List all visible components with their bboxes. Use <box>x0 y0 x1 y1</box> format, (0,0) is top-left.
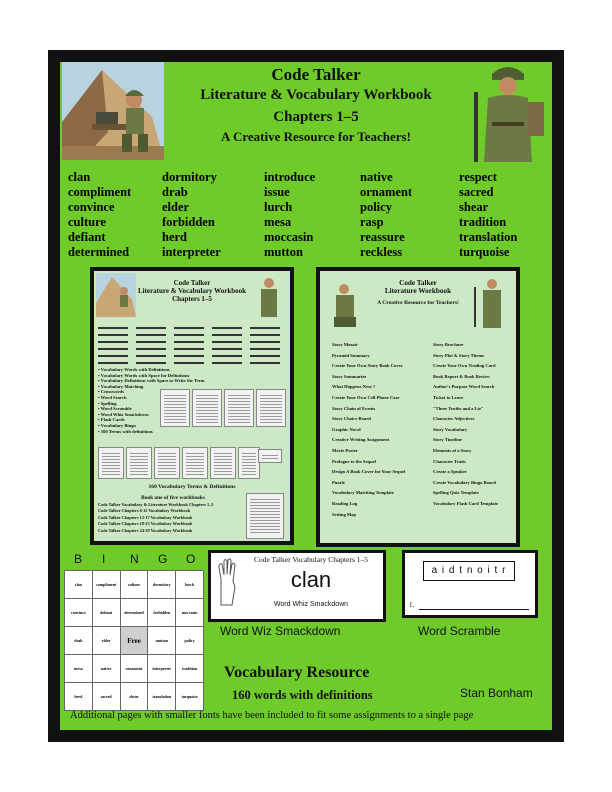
vocab-word: respect <box>459 170 497 184</box>
preview-feature: • Flash Cards <box>98 417 125 423</box>
bingo-row <box>65 571 204 599</box>
preview-feature: • Vocabulary Matching <box>98 383 144 389</box>
preview-soldier-radio <box>96 273 136 317</box>
worksheet-thumbnail <box>192 389 222 427</box>
preview-right-subtitle: Literature Workbook <box>384 287 452 296</box>
worksheet-thumbnail <box>98 447 124 479</box>
preview-right-tagline: A Creative Resource for Teachers! <box>377 299 459 306</box>
activity-item: Story Choice Board <box>332 416 371 422</box>
vocab-word: ornament <box>360 185 413 199</box>
bingo-row <box>65 655 204 683</box>
worksheet-thumbnail <box>160 389 190 427</box>
preview-series-item: Code Talker Chapters 18-23 Vocabulary Workbook <box>98 521 193 527</box>
vocab-word: reckless <box>360 245 403 259</box>
activity-item: Author's Purpose Word Search <box>433 384 495 390</box>
vocab-word: reassure <box>360 230 405 244</box>
bingo-row <box>65 627 204 655</box>
vocab-word: turquoise <box>459 245 510 259</box>
activity-item: Story Summarize <box>332 373 367 379</box>
resource-heading: Vocabulary Resource <box>224 664 370 681</box>
soldier-radio-illustration <box>62 62 164 160</box>
vocab-word: native <box>360 170 393 184</box>
vocab-column-1 <box>68 170 131 260</box>
preview-feature: • Word Scramble <box>98 406 132 412</box>
preview-series-item: Code Talker Chapters 6-12 Vocabulary Workbook <box>98 508 191 514</box>
preview-terms-caption: 160 Vocabulary Terms & Definitions <box>148 484 236 490</box>
worksheet-thumbnail <box>246 493 284 539</box>
bingo-letter: I <box>102 552 106 566</box>
activity-item: Story Timeline <box>433 437 463 443</box>
bingo-cell: ornament <box>120 655 148 683</box>
vocab-word: moccasin <box>264 230 314 244</box>
bingo-cell: sacred <box>92 683 120 711</box>
page-subtitle: Literature & Vocabulary Workbook <box>200 87 432 103</box>
bingo-letter: B <box>74 552 83 566</box>
vocab-word: herd <box>162 230 187 244</box>
activity-item: Create a Speaker <box>433 469 467 475</box>
preview-series-list <box>98 495 248 535</box>
bingo-cell: mutton <box>148 627 176 655</box>
preview-feature: • Vocabulary Words with Space for Definitions <box>98 372 190 378</box>
bingo-cell: shear <box>120 683 148 711</box>
bingo-cell: defiant <box>92 599 120 627</box>
vocab-word: lurch <box>264 200 293 214</box>
vocab-word: convince <box>68 200 115 214</box>
preview-feature: • 160 Terms with definitions <box>98 428 153 434</box>
vocab-word: sacred <box>459 185 494 199</box>
preview-feature: • Vocabulary Bingo <box>98 422 136 428</box>
preview-left-chapters: Chapters 1–5 <box>172 295 212 304</box>
bingo-cell: native <box>92 655 120 683</box>
activity-item: Reading Log <box>332 500 358 506</box>
preview-series-item: Code Talker Vocabulary & Literature Workbook Chapters 1–5 <box>98 501 214 507</box>
vocab-word: translation <box>459 230 518 244</box>
bingo-cell: determined <box>120 599 148 627</box>
smackdown-card <box>211 553 383 619</box>
preview-right-right-list <box>433 340 515 510</box>
bingo-letter: G <box>158 552 168 566</box>
activity-item: Create Your Own Cell Phone Case <box>332 394 400 400</box>
activity-item: Prologue to the Sequel <box>332 458 376 464</box>
vocab-word: tradition <box>459 215 507 229</box>
activity-item: Story Mosaic <box>332 342 358 347</box>
bingo-cell: culture <box>120 571 148 599</box>
preview-soldier-standing-2 <box>470 275 512 329</box>
activity-item: Vocabulary Flash Card Template <box>433 500 499 506</box>
bingo-cell: translation <box>148 683 176 711</box>
preview-feature: • Word Search <box>98 394 127 400</box>
bingo-cell: tradition <box>176 655 204 683</box>
smackdown-heading: Code Talker Vocabulary Chapters 1–5 <box>253 555 369 564</box>
activity-item: Vocabulary Matching Template <box>332 490 394 496</box>
worksheet-thumbnail <box>238 447 260 479</box>
scramble-answer-line <box>419 609 529 610</box>
scramble-number: 1. <box>409 601 415 609</box>
preview-right-left-list <box>332 340 430 520</box>
scramble-caption: Word Scramble <box>418 624 501 638</box>
bingo-cell: mesa <box>65 655 93 683</box>
footer-note: Additional pages with smaller fonts have been included to fit some assignments to a single page <box>70 710 474 721</box>
worksheet-thumbnail <box>258 449 282 463</box>
activity-item: Story Plot & Story Theme <box>433 352 485 358</box>
bingo-cell: dormitory <box>148 571 176 599</box>
vocab-word: introduce <box>264 170 316 184</box>
worksheet-thumbnail <box>210 447 236 479</box>
preview-right-title: Code Talker <box>399 279 437 287</box>
worksheet-thumbnail <box>154 447 180 479</box>
activity-item: Spelling Quiz Template <box>433 490 479 496</box>
bingo-letter: O <box>186 552 196 566</box>
preview-feature: • Word Whiz Smackdown <box>98 411 149 417</box>
page-title: Code Talker <box>271 65 361 84</box>
vocab-column-2 <box>162 170 221 260</box>
preview-soldier-standing <box>250 273 288 317</box>
activity-item: "Three Truths and a Lie" <box>433 405 484 411</box>
activity-item: Character Traits <box>433 458 466 464</box>
bingo-cell: compliment <box>92 571 120 599</box>
bingo-cell: interpreter <box>148 655 176 683</box>
soldier-standing-illustration <box>466 62 550 162</box>
bingo-cell: clan <box>65 571 93 599</box>
activity-item: Elements of a Story <box>433 447 472 453</box>
smackdown-caption: Word Wiz Smackdown <box>220 624 341 638</box>
activity-item: What Happens Next ? <box>332 384 376 390</box>
activity-item: Pyramid Summary <box>332 352 370 358</box>
vocab-word: dormitory <box>162 170 217 184</box>
activity-item: Create Your Own Trading Card <box>433 363 496 369</box>
preview-left-subtitle: Literature & Vocabulary Workbook <box>137 287 247 296</box>
vocab-word: shear <box>459 200 489 214</box>
vocab-column-4 <box>360 170 412 260</box>
bingo-cell: lurch <box>176 571 204 599</box>
activity-item: Create Vocabulary Bingo Board <box>433 479 496 485</box>
activity-item: Story Brochure <box>433 342 464 347</box>
vocab-word: forbidden <box>162 215 215 229</box>
scramble-letters: a i d t n o i t r <box>423 561 515 581</box>
bingo-cell: herd <box>65 683 93 711</box>
vocab-word: elder <box>162 200 190 214</box>
preview-series-item: Code Talker Chapters 13-17 Vocabulary Workbook <box>98 514 193 520</box>
bingo-cell: drab <box>65 627 93 655</box>
activity-item: Puzzle <box>332 479 345 485</box>
raised-hand-icon <box>215 557 239 607</box>
activity-item: Design A Book Cover for Your Sequel <box>332 469 406 475</box>
bingo-cell: turquoise <box>176 683 204 711</box>
vocab-word: defiant <box>68 230 106 244</box>
vocab-word: compliment <box>68 185 132 199</box>
activity-item: Movie Poster <box>332 447 358 453</box>
bingo-cell: policy <box>176 627 204 655</box>
smackdown-word: clan <box>290 567 332 592</box>
preview-feature: • Vocabulary Words with Definitions <box>98 367 170 372</box>
page-tagline: A Creative Resource for Teachers! <box>221 129 411 144</box>
preview-left-title: Code Talker <box>173 279 211 287</box>
worksheet-thumbnail <box>126 447 152 479</box>
bingo-letter: N <box>130 552 139 566</box>
vocab-word: policy <box>360 200 392 214</box>
activity-item: Create Your Own Story Book Cover <box>332 363 403 369</box>
bingo-cell: forbidden <box>148 599 176 627</box>
preview-series-item: Code Talker Chapters 24-29 Vocabulary Workbook <box>98 527 193 533</box>
bingo-free-cell: Free <box>120 627 148 655</box>
activity-item: Story Chain of Events <box>332 405 376 411</box>
vocab-column-3 <box>264 170 315 260</box>
vocab-word: drab <box>162 185 188 199</box>
title-block <box>170 66 462 146</box>
activity-item: Ticket to Leave <box>433 394 464 400</box>
preview-feature: • Vocabulary Definitions with Space to Write the Term <box>98 378 205 384</box>
bingo-cell: convince <box>65 599 93 627</box>
smackdown-footer: Word Whiz Smackdown <box>273 601 349 608</box>
preview-feature: • Crosswords <box>98 389 124 395</box>
worksheet-thumbnail <box>182 447 208 479</box>
vocab-word: interpreter <box>162 245 221 259</box>
activity-item: Graphic Novel <box>332 426 361 432</box>
lit-workbook-preview <box>320 271 516 543</box>
bingo-row <box>65 683 204 711</box>
vocab-word: issue <box>264 185 290 199</box>
author-name: Stan Bonham <box>460 686 533 700</box>
activity-item: Character Adjectives <box>433 416 475 422</box>
activity-item: Story Vocabulary <box>433 426 468 432</box>
preview-soldier-kneeling <box>324 279 366 329</box>
word-count: 160 words with definitions <box>232 688 373 702</box>
bingo-cell: moccasin <box>176 599 204 627</box>
vocab-workbook-preview <box>94 271 290 541</box>
preview-word-grid <box>98 323 286 365</box>
bingo-cell: elder <box>92 627 120 655</box>
activity-item: Setting Map <box>332 511 357 517</box>
vocab-word: clan <box>68 170 91 184</box>
worksheet-thumbnail <box>256 389 286 427</box>
vocab-word: culture <box>68 215 106 229</box>
worksheet-thumbnail <box>224 389 254 427</box>
scramble-card <box>405 553 535 615</box>
vocab-word: mutton <box>264 245 303 259</box>
activity-item: Creative Writing Assignment <box>332 437 390 443</box>
bingo-board <box>64 570 204 711</box>
vocab-word: rasp <box>360 215 384 229</box>
preview-feature: • Spelling <box>98 400 117 406</box>
preview-series-heading: Book one of five workbooks <box>141 495 205 501</box>
vocab-column-5 <box>459 170 517 260</box>
vocab-word: mesa <box>264 215 292 229</box>
activity-item: Book Report & Book Review <box>433 373 490 379</box>
page-chapters: Chapters 1–5 <box>273 109 359 125</box>
vocab-word: determined <box>68 245 130 259</box>
bingo-row <box>65 599 204 627</box>
